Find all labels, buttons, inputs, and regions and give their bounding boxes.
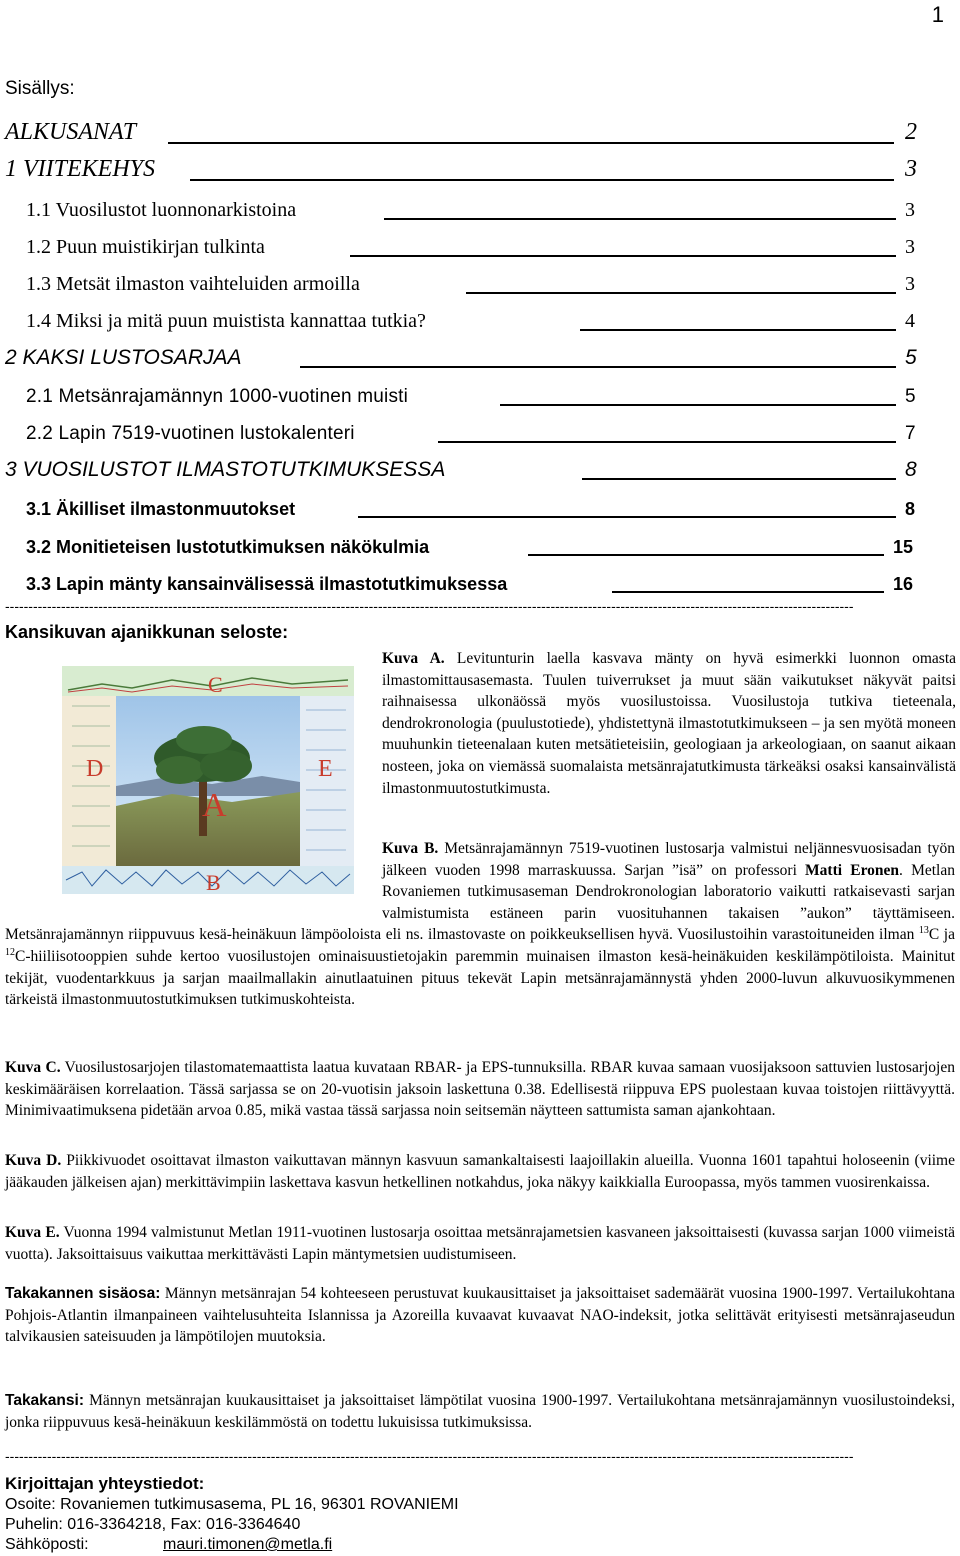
toc-label: 1.1 Vuosilustot luonnonarkistoina [26, 199, 297, 221]
toc-label: 3.2 Monitieteisen lustotutkimuksen näkökulmia [26, 537, 430, 557]
toc-page: 8 [905, 458, 917, 481]
kuva-b-text-4: C-hiiliisotooppien suhde kertoo vuosilustojen ominaisuustietojakin paremmin muinaisen ilmaston kesä-heinäkuiden keskilämpötiloista. Mainitut tekijät, vuodentarkkuus ja sarjan maailmallakin ainutlaatuinen pituus tekevät Lapin metsänrajamännystä yhden 2000-luvun alkuvuosikymmenen tärkeistä ilmastonmuutostutkimuksen tutkimuskohteista. [5, 947, 955, 1009]
cover-description-title: Kansikuvan ajanikkunan seloste: [5, 622, 289, 642]
toc-label: 2.1 Metsänrajamännyn 1000-vuotinen muisti [26, 386, 409, 407]
toc-entry[interactable] [0, 380, 960, 410]
toc-label: 3.1 Äkilliset ilmastonmuutokset [26, 499, 296, 519]
toc-entry[interactable] [0, 530, 960, 560]
toc-page: 5 [905, 386, 916, 407]
kuva-b-sup-12: 12 [5, 946, 15, 958]
toc-page: 7 [905, 423, 916, 444]
separator-line: -------------------------------------------------------------------------------------------------------------------------------------------------------------------------------------- [5, 1448, 854, 1464]
takakannen-paragraph [5, 1283, 955, 1348]
toc-entry[interactable] [0, 342, 960, 372]
takakannen-text: Männyn metsänrajan 54 kohteeseen perustuvat kuukausittaiset ja jaksoittaiset sademäärät vuosina 1900-1997. Vertailukohtana Pohjois-Atlantin ilmanpaineen vaihtelusuhteita Islannissa ja Azoreilla kuvaavat kuvaavat NAO-indeksit, jotka selittävät erityisesti metsänrajaseudun talvikausien sateisuuden ja lämpötilojen muutoksia. [5, 1285, 955, 1346]
kuva-a-paragraph [382, 648, 956, 799]
kuva-c-label: Kuva C. [5, 1059, 61, 1076]
toc-label: 2.2 Lapin 7519-vuotinen lustokalenteri [26, 423, 355, 444]
takakannen-label: Takakannen sisäosa: [5, 1285, 161, 1302]
toc-leader [580, 329, 896, 331]
toc-leader [466, 292, 896, 294]
kuva-d-paragraph [5, 1150, 955, 1193]
toc-entry[interactable] [0, 492, 960, 522]
kuva-b-paragraph [5, 838, 955, 1011]
figure-letter-e: E [318, 756, 333, 782]
figure-letter-b: B [206, 870, 221, 894]
toc-entry[interactable] [0, 118, 960, 148]
toc-label: 1 VIITEKEHYS [5, 156, 155, 182]
figure-float-spacer [5, 838, 382, 924]
toc-leader [168, 142, 894, 144]
kuva-b-text-2: . Metlan Rovaniemen tutkimusaseman Dendrokronologian laboratorio vaikutti ratkaisevasti sarjan valmistumista estäneen parin vuosituhannen takaisen ”aukon” täyttämiseen. Metsänrajamännyn riippuvuus kesä-heinäkuun lämpöoloista eli ns. ilmastovaste on poikkeuksellisen hyvä. Vuosilustoihin varastoituneiden ilman [5, 861, 955, 944]
figure-letter-d: D [86, 756, 104, 782]
toc-label: 1.3 Metsät ilmaston vaihteluiden armoilla [26, 273, 360, 295]
kuva-c-paragraph [5, 1057, 955, 1122]
figure-letter-c: C [208, 672, 223, 697]
toc-page: 3 [905, 156, 917, 182]
kuva-b-sup-13: 13 [918, 925, 929, 937]
figure-letter-a: A [202, 787, 227, 824]
contact-heading: Kirjoittajan yhteystiedot: [5, 1474, 205, 1493]
kuva-b-text-1: Metsänrajamännyn 7519-vuotinen lustosarja valmistui neljännesvuosisadan työn jälkeen vuoden 1998 marraskuussa. Sarjan ”isä” on professori [382, 840, 955, 879]
toc-leader [190, 179, 894, 181]
toc-page: 5 [905, 346, 917, 369]
contact-email-link[interactable]: mauri.timonen@metla.fi [163, 1536, 333, 1553]
contact-email-row [5, 1536, 333, 1554]
toc-entry[interactable] [0, 155, 960, 185]
toc-entry[interactable] [0, 194, 960, 224]
toc-leader [350, 255, 896, 257]
toc-entry[interactable] [0, 305, 960, 335]
kuva-e-paragraph [5, 1222, 955, 1265]
toc-label: ALKUSANAT [5, 119, 137, 145]
kuva-a-text: Levitunturin laella kasvava mänty on hyvä esimerkki luonnon omasta ilmastomittausasemasta. Tuulen tuiverrukset ja muut sään vaikutukset näkyvät paitsi raihnaisessa ulkonäössä myös vuosilustoissa. Vuosilustoja tutkiva tieteenala, dendrokronologia (puulustotiede), yhdistettynä ilmastotutkimukseen – ja sen myötä moneen muuhunkin tieteenalaan kuten metsätieteisiin, geologiaan ja arkeologiaan, on saanut aikaan nosteen, joka on viemässä suomalaista metsänrajatutkimusta tärkeäksi osaksi kansainvälistä ilmastonmuutostutkimusta. [382, 650, 957, 797]
toc-entry[interactable] [0, 268, 960, 298]
page-number: 1 [931, 2, 944, 27]
kuva-b-name: Matti Eronen [805, 861, 900, 879]
takakansi-text: Männyn metsänrajan kuukausittaiset ja jaksoittaiset lämpötilat vuosina 1900-1997. Vertailukohtana metsänrajamännyn vuosilustoindeksi, jonka riippuvuus kesä-heinäkuun keskilämmöstä on todettu lukuisissa tutkimuksissa. [5, 1392, 955, 1431]
toc-page: 3 [905, 273, 915, 295]
kuva-e-text: Vuonna 1994 valmistunut Metlan 1911-vuotinen lustosarja osoittaa metsänrajametsien kasvaneen jaksoittaisesti (kuvassa sarjan 1000 viimeistä vuotta). Jaksoittaisuus vaikuttaa merkittävästi Lapin mäntymetsien uudistumiseen. [5, 1224, 956, 1263]
takakansi-label: Takakansi: [5, 1392, 84, 1409]
kuva-a-label: Kuva A. [382, 650, 445, 667]
contact-address: Osoite: Rovaniemen tutkimusasema, PL 16, 96301 ROVANIEMI [5, 1496, 459, 1513]
toc-leader [500, 404, 896, 406]
toc-leader [358, 516, 896, 518]
kuva-c-text: Vuosilustosarjojen tilastomatemaattista laatua kuvataan RBAR- ja EPS-tunnuksilla. RBAR kuvaa samaan vuosijaksoon sattuvien lustosarjojen keskimääräisen korrelaation. Tässä sarjassa se on 20-vuotisin jaksoin laskettuna 0.38. Edellisestä riippuva EPS puolestaan kuvaa toistojen riittävyyttä. Minimivaatimuksena pidetään arvoa 0.85, mikä vastaa tässä sarjassa noin seitsemän näytteen sattumista saman ajankohtaan. [5, 1059, 955, 1120]
contact-phone: Puhelin: 016-3364218, Fax: 016-3364640 [5, 1516, 301, 1533]
kuva-b-label: Kuva B. [382, 840, 439, 857]
toc-label: 2 KAKSI LUSTOSARJAA [5, 346, 242, 369]
toc-label: 1.4 Miksi ja mitä puun muistista kannattaa tutkia? [26, 310, 426, 332]
toc-leader [300, 366, 896, 368]
takakansi-paragraph [5, 1390, 955, 1433]
toc-leader [582, 478, 896, 480]
toc-entry[interactable] [0, 231, 960, 261]
kuva-d-text: Piikkivuodet osoittavat ilmaston vaikuttavan männyn kasvuun samankaltaisesti laajoillakin alueilla. Vuonna 1601 tapahtui holoseenin (viime jääkauden jälkeisen ajan) merkittävimpiin laskettava kasvun hetkellinen notkahdus, joka näkyy kaikkialla Euroopassa, myös tammen vuosirenkaissa. [5, 1152, 955, 1191]
toc-page: 2 [905, 119, 917, 145]
toc-page: 4 [905, 310, 915, 332]
contact-email-label: Sähköposti: [5, 1536, 89, 1553]
toc-entry[interactable] [0, 567, 960, 597]
kuva-b-text-3: C ja [928, 926, 955, 944]
toc-leader [438, 441, 896, 443]
toc-leader [612, 591, 884, 593]
kuva-e-label: Kuva E. [5, 1224, 60, 1241]
toc-page: 3 [905, 199, 915, 221]
toc-label: 3.3 Lapin mänty kansainvälisessä ilmastotutkimuksessa [26, 574, 508, 594]
toc-page: 15 [893, 537, 914, 557]
separator-line: -------------------------------------------------------------------------------------------------------------------------------------------------------------------------------------- [5, 598, 854, 614]
toc-entry[interactable] [0, 454, 960, 484]
toc-label: 3 VUOSILUSTOT ILMASTOTUTKIMUKSESSA [5, 458, 446, 481]
kuva-d-label: Kuva D. [5, 1152, 62, 1169]
toc-leader [384, 218, 896, 220]
toc-leader [528, 554, 884, 556]
toc-page: 3 [905, 236, 915, 258]
contents-heading: Sisällys: [5, 78, 75, 99]
toc-page: 16 [893, 574, 914, 594]
toc-page: 8 [905, 499, 916, 519]
toc-label: 1.2 Puun muistikirjan tulkinta [26, 236, 265, 258]
toc-entry[interactable] [0, 417, 960, 447]
